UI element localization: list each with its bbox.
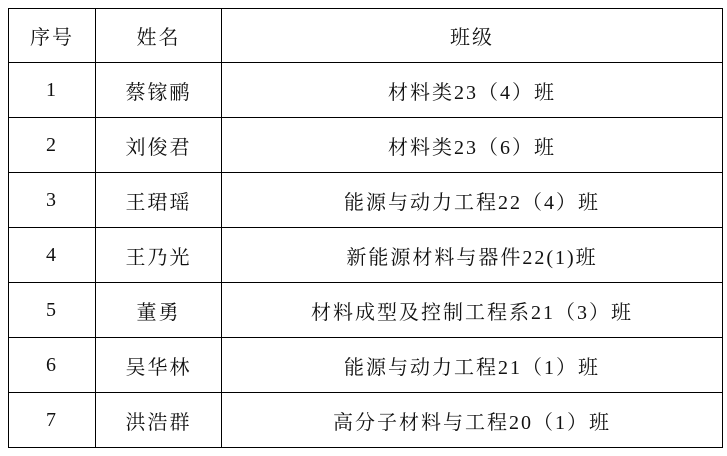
table-row: [9, 283, 723, 338]
cell-class: 材料类23（6）班: [222, 118, 723, 173]
cell-name: 王乃光: [96, 228, 222, 283]
cell-class: 能源与动力工程22（4）班: [222, 173, 723, 228]
table-row: [9, 63, 723, 118]
cell-no: 4: [9, 228, 96, 283]
table-header-row: [9, 9, 723, 63]
table-row: [9, 338, 723, 393]
cell-class: 能源与动力工程21（1）班: [222, 338, 723, 393]
cell-class: 材料类23（4）班: [222, 63, 723, 118]
header-class: 班级: [222, 9, 723, 63]
table-row: [9, 228, 723, 283]
cell-name: 董勇: [96, 283, 222, 338]
cell-class: 材料成型及控制工程系21（3）班: [222, 283, 723, 338]
cell-name: 刘俊君: [96, 118, 222, 173]
header-no: 序号: [9, 9, 96, 63]
cell-class: 新能源材料与器件22(1)班: [222, 228, 723, 283]
table-row: [9, 393, 723, 448]
header-name: 姓名: [96, 9, 222, 63]
cell-name: 洪浩群: [96, 393, 222, 448]
table-row: [9, 118, 723, 173]
cell-no: 3: [9, 173, 96, 228]
table-row: [9, 173, 723, 228]
cell-name: 吴华林: [96, 338, 222, 393]
cell-no: 5: [9, 283, 96, 338]
cell-name: 蔡镓鹂: [96, 63, 222, 118]
cell-no: 7: [9, 393, 96, 448]
cell-name: 王珺瑶: [96, 173, 222, 228]
cell-no: 1: [9, 63, 96, 118]
cell-no: 6: [9, 338, 96, 393]
student-class-table: [8, 8, 723, 448]
cell-no: 2: [9, 118, 96, 173]
cell-class: 高分子材料与工程20（1）班: [222, 393, 723, 448]
